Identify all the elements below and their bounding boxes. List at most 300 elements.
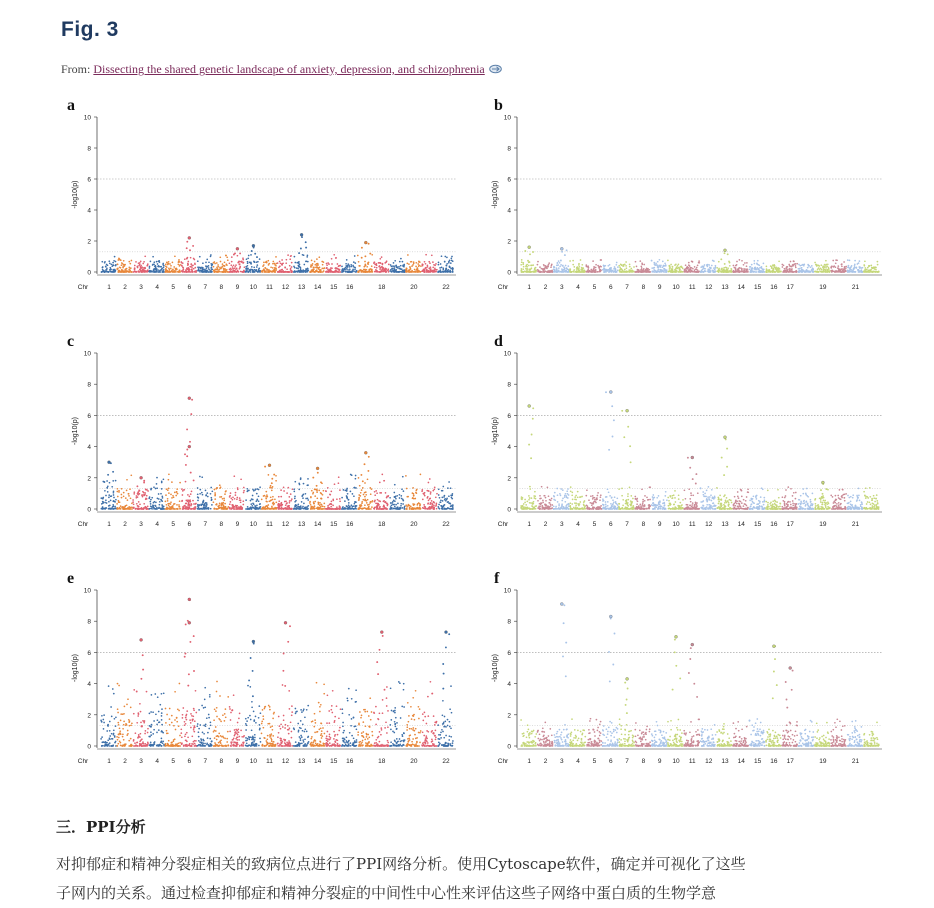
snp-point bbox=[441, 255, 443, 257]
snp-point bbox=[438, 488, 440, 490]
snp-point bbox=[871, 271, 873, 273]
snp-point bbox=[295, 500, 297, 502]
chromosome-label: 11 bbox=[688, 284, 696, 291]
y-tick-label: 0 bbox=[507, 269, 511, 277]
snp-point bbox=[444, 261, 446, 263]
x-axis-label: Chr bbox=[77, 284, 89, 291]
snp-point bbox=[102, 497, 104, 499]
snp-point bbox=[186, 247, 188, 249]
snp-point bbox=[338, 482, 340, 484]
snp-point bbox=[305, 493, 307, 495]
snp-point bbox=[109, 262, 111, 264]
snp-point bbox=[825, 264, 827, 266]
snp-point bbox=[672, 266, 674, 268]
snp-point bbox=[379, 482, 381, 484]
snp-point bbox=[377, 499, 379, 501]
snp-point bbox=[230, 492, 232, 494]
snp-point bbox=[274, 267, 276, 269]
snp-point bbox=[604, 269, 606, 271]
snp-point bbox=[399, 497, 401, 499]
snp-point bbox=[524, 250, 526, 252]
snp-point bbox=[295, 508, 297, 510]
snp-point bbox=[692, 268, 694, 270]
snp-point bbox=[835, 271, 837, 273]
snp-point bbox=[148, 270, 150, 272]
snp-point bbox=[671, 268, 673, 270]
snp-point bbox=[123, 271, 125, 273]
snp-point bbox=[216, 262, 218, 264]
snp-point bbox=[241, 508, 243, 510]
snp-point bbox=[566, 249, 568, 251]
snp-point bbox=[235, 271, 237, 273]
snp-point bbox=[150, 261, 152, 263]
snp-point bbox=[297, 505, 299, 507]
snp-point bbox=[231, 261, 233, 263]
snp-point bbox=[735, 269, 737, 271]
snp-point bbox=[271, 490, 273, 492]
snp-point bbox=[855, 271, 857, 273]
snp-point bbox=[323, 490, 325, 492]
snp-point bbox=[264, 495, 266, 497]
snp-point bbox=[224, 506, 226, 508]
snp-points bbox=[100, 397, 453, 510]
snp-point bbox=[314, 488, 316, 490]
snp-point bbox=[351, 266, 353, 268]
snp-point bbox=[327, 497, 329, 499]
snp-point bbox=[310, 504, 312, 506]
snp-point bbox=[723, 267, 725, 269]
snp-point bbox=[311, 260, 313, 262]
snp-point bbox=[275, 265, 277, 267]
snp-point bbox=[300, 266, 302, 268]
snp-point bbox=[258, 495, 260, 497]
snp-point bbox=[434, 269, 436, 271]
snp-point bbox=[109, 482, 111, 484]
snp-point bbox=[521, 259, 523, 261]
snp-point bbox=[653, 267, 655, 269]
snp-point bbox=[156, 508, 158, 510]
snp-point bbox=[254, 261, 256, 263]
external-link-icon[interactable] bbox=[489, 64, 502, 74]
snp-point bbox=[138, 265, 140, 267]
snp-point bbox=[877, 264, 879, 266]
snp-point bbox=[427, 502, 429, 504]
snp-point bbox=[399, 507, 401, 509]
snp-point bbox=[313, 501, 315, 503]
snp-point bbox=[413, 495, 415, 497]
snp-point bbox=[255, 488, 257, 490]
snp-point bbox=[235, 268, 237, 270]
snp-point bbox=[351, 270, 353, 272]
snp-point bbox=[830, 266, 832, 268]
snp-point bbox=[241, 271, 243, 273]
snp-point bbox=[838, 271, 840, 273]
lead-snp-point bbox=[300, 233, 303, 236]
snp-point bbox=[163, 506, 165, 508]
snp-point bbox=[649, 271, 651, 273]
snp-point bbox=[264, 270, 266, 272]
snp-point bbox=[626, 267, 628, 269]
snp-point bbox=[578, 271, 580, 273]
snp-point bbox=[233, 254, 235, 256]
snp-point bbox=[405, 269, 407, 271]
snp-point bbox=[442, 505, 444, 507]
snp-point bbox=[621, 271, 623, 273]
snp-point bbox=[429, 478, 431, 480]
snp-point bbox=[132, 501, 134, 503]
snp-point bbox=[412, 497, 414, 499]
snp-point bbox=[708, 264, 710, 266]
snp-point bbox=[288, 508, 290, 510]
manhattan-figure bbox=[60, 90, 894, 770]
snp-point bbox=[707, 266, 709, 268]
snp-point bbox=[152, 269, 154, 271]
snp-point bbox=[450, 257, 452, 259]
chromosome-label: 14 bbox=[313, 284, 322, 291]
snp-point bbox=[109, 508, 111, 510]
chromosome-label: 11 bbox=[266, 284, 273, 291]
snp-point bbox=[435, 263, 437, 265]
snp-point bbox=[144, 507, 146, 509]
snp-point bbox=[448, 481, 450, 483]
snp-point bbox=[604, 271, 606, 273]
snp-point bbox=[758, 268, 760, 270]
snp-point bbox=[189, 249, 191, 251]
snp-point bbox=[259, 503, 261, 505]
snp-point bbox=[782, 266, 784, 268]
snp-point bbox=[226, 256, 228, 258]
snp-point bbox=[150, 271, 152, 273]
snp-point bbox=[121, 262, 123, 264]
chromosome-label: 2 bbox=[123, 521, 127, 528]
chromosome-label: 16 bbox=[346, 521, 354, 528]
snp-point bbox=[201, 270, 203, 272]
snp-point bbox=[565, 265, 567, 267]
snp-point bbox=[446, 257, 448, 259]
snp-point bbox=[520, 264, 522, 266]
snp-point bbox=[528, 265, 530, 267]
snp-point bbox=[551, 264, 553, 266]
snp-point bbox=[375, 490, 377, 492]
snp-point bbox=[561, 271, 563, 273]
snp-point bbox=[825, 271, 827, 273]
chromosome-label: 8 bbox=[219, 284, 224, 291]
snp-point bbox=[531, 271, 533, 273]
snp-point bbox=[440, 269, 442, 271]
snp-point bbox=[371, 506, 373, 508]
snp-point bbox=[118, 501, 120, 503]
snp-point bbox=[234, 498, 236, 500]
snp-point bbox=[242, 500, 244, 502]
snp-point bbox=[559, 271, 561, 273]
snp-point bbox=[250, 263, 252, 265]
snp-point bbox=[136, 485, 138, 487]
snp-point bbox=[548, 271, 550, 273]
chromosome-label: 19 bbox=[819, 284, 827, 291]
snp-point bbox=[658, 266, 660, 268]
snp-point bbox=[747, 271, 749, 273]
snp-point bbox=[798, 271, 800, 273]
snp-point bbox=[271, 478, 273, 480]
snp-point bbox=[113, 494, 115, 496]
snp-point bbox=[320, 492, 322, 494]
snp-point bbox=[564, 267, 566, 269]
snp-point bbox=[428, 261, 430, 263]
snp-point bbox=[186, 428, 188, 430]
snp-point bbox=[394, 496, 396, 498]
snp-point bbox=[522, 264, 524, 266]
snp-point bbox=[593, 268, 595, 270]
snp-point bbox=[245, 499, 247, 501]
snp-point bbox=[168, 479, 170, 481]
snp-point bbox=[105, 499, 107, 501]
snp-point bbox=[841, 265, 843, 267]
snp-point bbox=[152, 271, 154, 273]
snp-point bbox=[792, 265, 794, 267]
y-axis-label: -log10(p) bbox=[492, 180, 499, 209]
snp-point bbox=[753, 260, 755, 262]
snp-point bbox=[265, 491, 267, 493]
snp-point bbox=[548, 264, 550, 266]
snp-point bbox=[175, 271, 177, 273]
snp-point bbox=[217, 266, 219, 268]
snp-point bbox=[237, 255, 239, 257]
snp-point bbox=[159, 504, 161, 506]
snp-point bbox=[172, 262, 174, 264]
snp-point bbox=[415, 490, 417, 492]
snp-point bbox=[355, 508, 357, 510]
y-axis-label: -log10(p) bbox=[72, 416, 79, 446]
y-tick-label: 10 bbox=[83, 350, 91, 358]
snp-point bbox=[190, 503, 192, 505]
snp-point bbox=[307, 254, 309, 256]
snp-point bbox=[199, 489, 201, 491]
snp-point bbox=[259, 507, 261, 509]
panel-letter: d bbox=[494, 333, 503, 350]
snp-point bbox=[185, 271, 187, 273]
chromosome-label: 1 bbox=[527, 284, 532, 291]
snp-point bbox=[316, 497, 318, 499]
snp-point bbox=[147, 263, 149, 265]
snp-point bbox=[151, 497, 153, 499]
y-tick-label: 0 bbox=[87, 269, 91, 277]
snp-point bbox=[441, 508, 443, 510]
snp-point bbox=[242, 504, 244, 506]
snp-point bbox=[354, 503, 356, 505]
snp-point bbox=[107, 271, 109, 273]
snp-point bbox=[312, 268, 314, 270]
snp-point bbox=[247, 265, 249, 267]
snp-point bbox=[250, 271, 252, 273]
snp-point bbox=[738, 267, 740, 269]
snp-point bbox=[121, 264, 123, 266]
snp-point bbox=[144, 268, 146, 270]
snp-point bbox=[218, 268, 220, 270]
snp-point bbox=[600, 266, 602, 268]
snp-point bbox=[170, 494, 172, 496]
snp-point bbox=[556, 267, 558, 269]
snp-point bbox=[696, 267, 698, 269]
snp-point bbox=[306, 256, 308, 258]
snp-point bbox=[424, 508, 426, 510]
snp-point bbox=[106, 267, 108, 269]
snp-point bbox=[864, 260, 866, 262]
snp-point bbox=[243, 492, 245, 494]
snp-point bbox=[309, 501, 311, 503]
snp-point bbox=[362, 480, 364, 482]
snp-point bbox=[300, 507, 302, 509]
snp-point bbox=[391, 266, 393, 268]
snp-point bbox=[281, 264, 283, 266]
snp-point bbox=[773, 265, 775, 267]
snp-point bbox=[130, 474, 132, 476]
snp-point bbox=[659, 259, 661, 261]
snp-point bbox=[784, 268, 786, 270]
lead-snp-point bbox=[364, 451, 367, 454]
snp-point bbox=[843, 261, 845, 263]
snp-point bbox=[338, 265, 340, 267]
snp-point bbox=[679, 269, 681, 271]
snp-point bbox=[235, 264, 237, 266]
snp-point bbox=[615, 264, 617, 266]
snp-point bbox=[541, 271, 543, 273]
snp-point bbox=[639, 260, 641, 262]
snp-point bbox=[291, 498, 293, 500]
snp-point bbox=[657, 261, 659, 263]
snp-point bbox=[417, 263, 419, 265]
snp-point bbox=[305, 268, 307, 270]
snp-point bbox=[726, 271, 728, 273]
snp-point bbox=[271, 506, 273, 508]
snp-point bbox=[187, 261, 189, 263]
chromosome-label: 20 bbox=[410, 521, 418, 528]
snp-point bbox=[358, 477, 360, 479]
snp-point bbox=[629, 269, 631, 271]
snp-point bbox=[302, 269, 304, 271]
snp-point bbox=[423, 269, 425, 271]
snp-point bbox=[123, 506, 125, 508]
snp-point bbox=[213, 501, 215, 503]
snp-point bbox=[117, 488, 119, 490]
snp-point bbox=[256, 266, 258, 268]
snp-point bbox=[220, 505, 222, 507]
snp-point bbox=[303, 271, 305, 273]
snp-point bbox=[299, 484, 301, 486]
snp-point bbox=[655, 271, 657, 273]
snp-point bbox=[214, 489, 216, 491]
snp-point bbox=[410, 268, 412, 270]
snp-point bbox=[835, 262, 837, 264]
snp-point bbox=[662, 261, 664, 263]
source-article-link[interactable]: Dissecting the shared genetic landscape of anxiety, depression, and schizophrenia bbox=[93, 62, 485, 76]
snp-point bbox=[689, 271, 691, 273]
snp-point bbox=[163, 265, 165, 267]
snp-point bbox=[275, 501, 277, 503]
snp-point bbox=[100, 497, 102, 499]
snp-point bbox=[314, 495, 316, 497]
snp-point bbox=[820, 264, 822, 266]
snp-point bbox=[188, 505, 190, 507]
snp-point bbox=[361, 257, 363, 259]
snp-point bbox=[385, 269, 387, 271]
snp-point bbox=[387, 495, 389, 497]
snp-point bbox=[609, 267, 611, 269]
snp-point bbox=[270, 496, 272, 498]
snp-point bbox=[190, 493, 192, 495]
snp-point bbox=[320, 498, 322, 500]
snp-point bbox=[446, 497, 448, 499]
snp-point bbox=[821, 269, 823, 271]
snp-point bbox=[368, 456, 370, 458]
panel-letter: b bbox=[494, 97, 503, 114]
snp-point bbox=[709, 267, 711, 269]
snp-point bbox=[199, 476, 201, 478]
snp-point bbox=[754, 263, 756, 265]
snp-point bbox=[356, 505, 358, 507]
snp-point bbox=[791, 266, 793, 268]
snp-point bbox=[799, 268, 801, 270]
snp-point bbox=[223, 506, 225, 508]
snp-point bbox=[877, 271, 879, 273]
snp-point bbox=[437, 271, 439, 273]
snp-point bbox=[406, 508, 408, 510]
snp-point bbox=[121, 488, 123, 490]
snp-point bbox=[390, 502, 392, 504]
snp-point bbox=[616, 262, 618, 264]
snp-point bbox=[331, 267, 333, 269]
snp-point bbox=[421, 263, 423, 265]
snp-point bbox=[590, 269, 592, 271]
snp-point bbox=[114, 506, 116, 508]
snp-point bbox=[256, 264, 258, 266]
snp-point bbox=[246, 258, 248, 260]
snp-point bbox=[313, 267, 315, 269]
snp-point bbox=[242, 257, 244, 259]
snp-point bbox=[391, 504, 393, 506]
snp-point bbox=[624, 269, 626, 271]
snp-point bbox=[625, 271, 627, 273]
snp-point bbox=[539, 266, 541, 268]
snp-point bbox=[307, 497, 309, 499]
snp-point bbox=[272, 267, 274, 269]
snp-point bbox=[388, 264, 390, 266]
snp-point bbox=[107, 491, 109, 493]
snp-point bbox=[322, 506, 324, 508]
snp-point bbox=[190, 472, 192, 474]
snp-point bbox=[416, 267, 418, 269]
snp-point bbox=[372, 500, 374, 502]
snp-point bbox=[685, 264, 687, 266]
snp-point bbox=[174, 492, 176, 494]
chromosome-label: 4 bbox=[155, 521, 160, 528]
chromosome-label: 22 bbox=[442, 521, 450, 528]
snp-point bbox=[871, 267, 873, 269]
snp-point bbox=[247, 506, 249, 508]
snp-point bbox=[263, 262, 265, 264]
snp-point bbox=[113, 492, 115, 494]
snp-point bbox=[254, 505, 256, 507]
snp-point bbox=[761, 271, 763, 273]
snp-point bbox=[840, 269, 842, 271]
snp-point bbox=[446, 263, 448, 265]
snp-point bbox=[448, 508, 450, 510]
snp-point bbox=[401, 488, 403, 490]
snp-point bbox=[529, 271, 531, 273]
lead-snp-point bbox=[268, 464, 271, 467]
snp-point bbox=[448, 262, 450, 264]
chromosome-label: 13 bbox=[297, 521, 306, 528]
snp-point bbox=[853, 267, 855, 269]
